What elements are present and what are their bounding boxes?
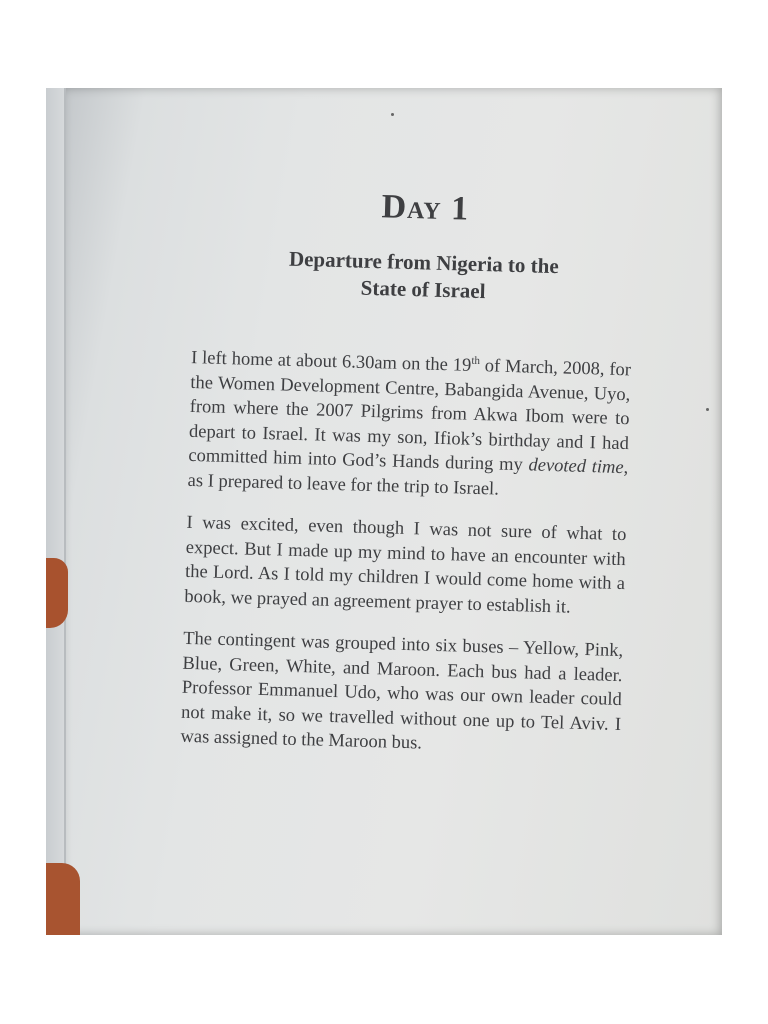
paragraph-1-part-a: I left home at about 6.30am on the 19	[190, 348, 472, 376]
paper-speck	[391, 113, 394, 116]
chapter-title: Day 1	[381, 188, 470, 228]
paragraph-3: The contingent was grouped into six buses – Yellow, Pink, Blue, Green, White, and Maroon. Each bus had a leader. Professor Emmanuel Udo, who was our own leader could not make it, so we travelled without one up to Tel Aviv. I was assigned to the Maroon bus.	[180, 628, 624, 754]
chapter-subtitle	[213, 244, 634, 310]
finger	[46, 558, 68, 628]
paragraph-1-part-b: of March, 2008, for the Women Development Centre, Babangida Avenue, Uyo, from where the 2007 Pilgrims from Akwa Ibom were to depart to Israel. It was my son, Ifiok’s birthday and I had committed him into God’s Hands during my	[188, 356, 632, 476]
book-page	[64, 88, 722, 935]
chapter-subtitle-line-1: Departure from Nigeria to the	[288, 246, 560, 279]
ordinal-suffix: th	[471, 354, 481, 367]
paragraph-1-italic: devoted time	[528, 455, 624, 479]
page-edge	[46, 88, 64, 935]
paragraph-2: I was excited, even though I was not sure of what to expect. But I made up my mind to have an encounter with the Lord. As I told my children I would come home with a book, we prayed an agreement prayer to establish it.	[184, 513, 627, 618]
paper-speck	[706, 408, 709, 411]
book-photo	[46, 88, 722, 935]
paragraph-1-part-c: , as I prepared to leave for the trip to Israel.	[187, 458, 629, 500]
page-text	[180, 183, 636, 762]
paragraph-1	[187, 341, 631, 505]
chapter-subtitle-line-2: State of Israel	[360, 275, 486, 304]
finger	[46, 863, 80, 935]
